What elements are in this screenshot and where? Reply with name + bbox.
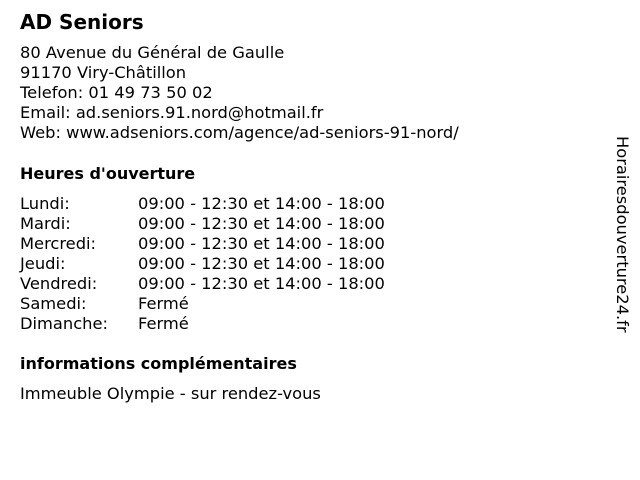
email-line: Email: ad.seniors.91.nord@hotmail.fr [20,103,324,122]
hours-day: Mardi: [20,214,71,233]
hours-day: Mercredi: [20,234,97,253]
hours-time: 09:00 - 12:30 et 14:00 - 18:00 [138,214,385,233]
additional-info-heading: informations complémentaires [20,354,297,373]
opening-hours-heading: Heures d'ouverture [20,164,196,183]
hours-day: Samedi: [20,294,87,313]
phone-line: Telefon: 01 49 73 50 02 [20,83,213,102]
watermark [612,136,632,376]
hours-time: 09:00 - 12:30 et 14:00 - 18:00 [138,234,385,253]
hours-time: 09:00 - 12:30 et 14:00 - 18:00 [138,254,385,273]
address-line-2: 91170 Viry-Châtillon [20,63,187,82]
hours-time: 09:00 - 12:30 et 14:00 - 18:00 [138,194,385,213]
business-name: AD Seniors [20,10,144,34]
hours-day: Vendredi: [20,274,98,293]
address-line-1: 80 Avenue du Général de Gaulle [20,43,285,62]
watermark-text: Horairesdouverture24.fr [613,136,632,333]
hours-day: Lundi: [20,194,70,213]
web-line: Web: www.adseniors.com/agence/ad-seniors-91-nord/ [20,123,459,142]
additional-info-text: Immeuble Olympie - sur rendez-vous [20,384,321,403]
hours-time: Fermé [138,314,189,333]
hours-day: Jeudi: [20,254,66,273]
hours-day: Dimanche: [20,314,108,333]
contact-block [20,43,459,143]
hours-time: Fermé [138,294,189,313]
hours-time: 09:00 - 12:30 et 14:00 - 18:00 [138,274,385,293]
